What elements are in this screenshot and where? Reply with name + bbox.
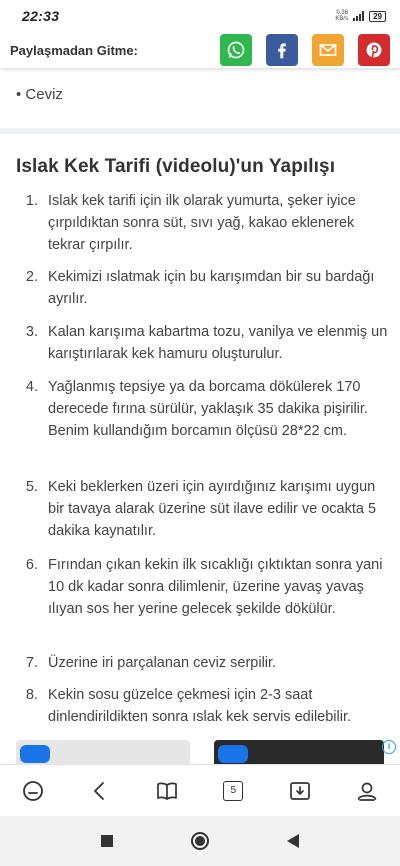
recent-apps-button[interactable] bbox=[87, 821, 127, 861]
step-text: Üzerine iri parçalanan ceviz serpilir. bbox=[48, 655, 277, 671]
profile-button[interactable] bbox=[347, 771, 387, 811]
step-number: 7. bbox=[25, 655, 38, 671]
home-nav-icon bbox=[190, 831, 210, 851]
bookmarks-button[interactable] bbox=[147, 771, 187, 811]
recipe-step bbox=[0, 684, 400, 728]
tabs-icon: 5 bbox=[223, 781, 243, 801]
ad-info-icon[interactable]: i bbox=[382, 740, 396, 754]
step-number: 6. bbox=[25, 557, 38, 573]
whatsapp-share-button[interactable] bbox=[220, 34, 252, 66]
facebook-share-button[interactable] bbox=[266, 34, 298, 66]
back-nav-icon bbox=[286, 833, 300, 849]
book-icon bbox=[155, 779, 179, 803]
whatsapp-icon bbox=[226, 40, 246, 60]
step-number: 1. bbox=[25, 193, 38, 209]
share-bar bbox=[0, 32, 400, 68]
download-icon bbox=[288, 779, 312, 803]
step-text: Kekin sosu güzelce çekmesi için 2-3 saat dinlendirildikten sonra ıslak kek servis edilebilir. bbox=[48, 687, 352, 725]
article-content bbox=[0, 68, 400, 738]
step-number: 2. bbox=[25, 269, 38, 285]
section-title: Islak Kek Tarifi (videolu)'un Yapılışı bbox=[16, 156, 336, 177]
step-text: Kalan karışıma kabartma tozu, vanilya ve elenmiş un karıştırılarak kek hamuru oluşturulur. bbox=[48, 324, 388, 362]
ad-badge bbox=[218, 745, 248, 763]
minimize-button[interactable] bbox=[13, 771, 53, 811]
status-indicators bbox=[335, 10, 386, 22]
step-text: Fırından çıkan kekin ilk sıcaklığı çıktıktan sonra yani 10 dk kadar sonra dilimlenir, üzerine yavaş yavaş ılıyan sos her yerine gelecek şekilde dökülür. bbox=[48, 557, 383, 617]
status-bar bbox=[0, 0, 400, 32]
mail-icon bbox=[318, 40, 338, 60]
step-number: 5. bbox=[25, 479, 38, 495]
network-speed-unit: KB/s bbox=[335, 16, 349, 22]
profile-icon bbox=[355, 779, 379, 803]
status-time: 22:33 bbox=[22, 8, 60, 24]
network-speed-value: 0.36 bbox=[336, 10, 349, 16]
signal-icon bbox=[353, 11, 364, 21]
pinterest-icon bbox=[364, 40, 384, 60]
facebook-icon bbox=[272, 40, 292, 60]
recipe-step bbox=[0, 476, 400, 542]
step-text: Islak kek tarifi için ilk olarak yumurta, şeker iyice çırpıldıktan sonra süt, sıvı yağ, kakao eklenerek tekrar çırpılır. bbox=[48, 193, 356, 253]
system-back-button[interactable] bbox=[273, 821, 313, 861]
browser-toolbar bbox=[0, 764, 400, 816]
square-nav-icon bbox=[100, 834, 114, 848]
back-icon bbox=[88, 779, 112, 803]
section-divider bbox=[0, 128, 400, 134]
minimize-icon bbox=[21, 779, 45, 803]
ad-banner[interactable] bbox=[0, 738, 400, 764]
battery-indicator: 29 bbox=[369, 11, 386, 22]
ingredient-item: • Ceviz bbox=[16, 86, 63, 103]
pinterest-share-button[interactable] bbox=[358, 34, 390, 66]
recipe-step bbox=[0, 321, 400, 365]
ad-badge bbox=[20, 745, 50, 763]
home-button[interactable] bbox=[180, 821, 220, 861]
ad-image[interactable] bbox=[214, 740, 384, 764]
step-text: Kekimizi ıslatmak için bu karışımdan bir su bardağı ayrılır. bbox=[48, 269, 375, 307]
back-button[interactable] bbox=[80, 771, 120, 811]
network-speed bbox=[335, 10, 348, 22]
recipe-step bbox=[0, 376, 400, 442]
recipe-step bbox=[0, 190, 400, 256]
share-buttons bbox=[220, 34, 390, 66]
step-text: Yağlanmış tepsiye ya da borcama dökülerek 170 derecede fırına sürülür, yaklaşık 35 dakika pişirilir. Benim kullandığım borcamın ölçüsü 28*22 cm. bbox=[48, 379, 368, 439]
ad-image[interactable] bbox=[16, 740, 190, 764]
recipe-step bbox=[0, 652, 400, 674]
email-share-button[interactable] bbox=[312, 34, 344, 66]
android-nav-bar bbox=[0, 816, 400, 866]
tabs-button[interactable] bbox=[213, 771, 253, 811]
step-number: 4. bbox=[25, 379, 38, 395]
downloads-button[interactable] bbox=[280, 771, 320, 811]
step-text: Keki beklerken üzeri için ayırdığınız karışımı uygun bir tavaya alarak üzerine süt ilave edilir ve ocakta 5 dakika kaynatılır. bbox=[48, 479, 377, 539]
recipe-step bbox=[0, 266, 400, 310]
share-title: Paylaşmadan Gitme: bbox=[10, 42, 138, 58]
step-number: 8. bbox=[25, 687, 38, 703]
recipe-step bbox=[0, 554, 400, 620]
step-number: 3. bbox=[25, 324, 38, 340]
